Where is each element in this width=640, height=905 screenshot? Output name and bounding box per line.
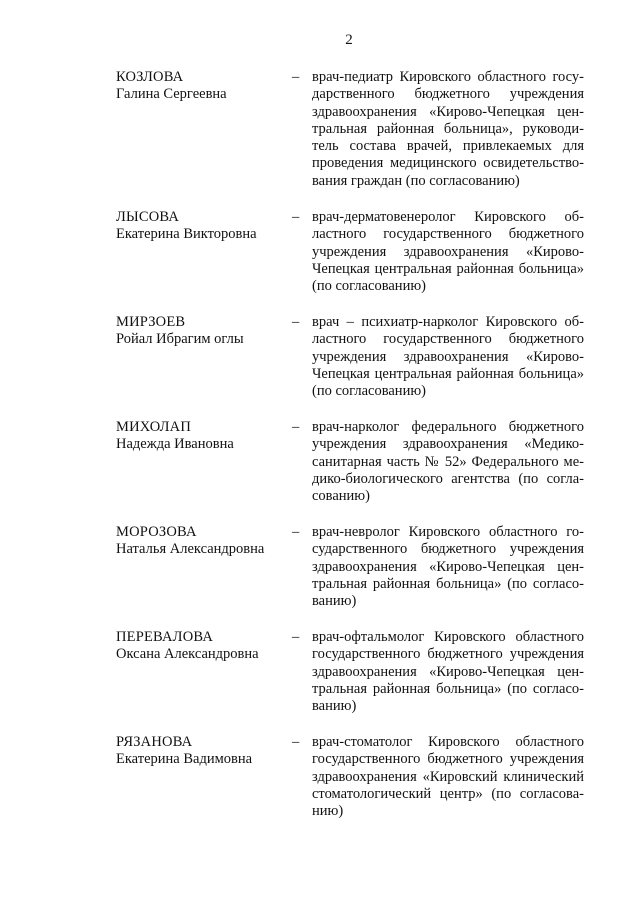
- list-item: [0, 524, 640, 629]
- person-surname: КОЗЛОВА: [116, 69, 184, 85]
- person-name: [116, 629, 286, 663]
- entry-dash: –: [292, 734, 300, 750]
- person-given-names: Наталья Александровна: [116, 541, 265, 557]
- entry-dash: –: [292, 629, 300, 645]
- person-surname: МИРЗОЕВ: [116, 314, 186, 330]
- position-description: врач-невролог Кировского областного государственного бюджетного учреждения здравоохранения «Кирово-Чепецкая центральная районная больница» (по согласованию): [312, 524, 584, 610]
- entry-dash: –: [292, 419, 300, 435]
- position-description: врач-педиатр Кировского областного государственного бюджетного учреждения здравоохранения «Кирово-Чепецкая центральная районная больница», руководитель состава врачей, привлекаемых для проведения медицинского освидетельствования граждан (по согласованию): [312, 69, 584, 189]
- person-name: [116, 524, 286, 558]
- person-given-names: Надежда Ивановна: [116, 436, 234, 452]
- list-item: [0, 629, 640, 734]
- person-surname: ПЕРЕВАЛОВА: [116, 629, 214, 645]
- person-given-names: Екатерина Вадимовна: [116, 751, 253, 767]
- person-name: [116, 69, 286, 103]
- entry-dash: –: [292, 209, 300, 225]
- person-given-names: Оксана Александровна: [116, 646, 259, 662]
- person-name: [116, 734, 286, 768]
- position-description: врач-офтальмолог Кировского областного государственного бюджетного учреждения здравоохранения «Кирово-Чепецкая центральная районная больница» (по согласованию): [312, 629, 584, 715]
- list-item: [0, 734, 640, 838]
- list-item: [0, 209, 640, 314]
- person-given-names: Ройал Ибрагим оглы: [116, 331, 244, 347]
- entry-dash: –: [292, 314, 300, 330]
- position-description: врач – психиатр-нарколог Кировского областного государственного бюджетного учреждения здравоохранения «Кирово-Чепецкая центральная районная больница» (по согласованию): [312, 314, 584, 400]
- position-description: врач-дерматовенеролог Кировского областного государственного бюджетного учреждения здравоохранения «Кирово-Чепецкая центральная районная больница» (по согласованию): [312, 209, 584, 295]
- person-name: [116, 419, 286, 453]
- person-surname: РЯЗАНОВА: [116, 734, 193, 750]
- list-item: [0, 314, 640, 419]
- person-surname: ЛЫСОВА: [116, 209, 180, 225]
- person-given-names: Екатерина Викторовна: [116, 226, 257, 242]
- position-description: врач-стоматолог Кировского областного государственного бюджетного учреждения здравоохранения «Кировский клинический стоматологический центр» (по согласованию): [312, 734, 584, 820]
- person-surname: МОРОЗОВА: [116, 524, 197, 540]
- person-name: [116, 314, 286, 348]
- person-given-names: Галина Сергеевна: [116, 86, 227, 102]
- list-item: [0, 69, 640, 209]
- list-item: [0, 419, 640, 524]
- page-number: 2: [345, 32, 353, 48]
- person-surname: МИХОЛАП: [116, 419, 192, 435]
- position-description: врач-нарколог федерального бюджетного учреждения здравоохранения «Медико-санитарная часть № 52» Федерального медико-биологического агентства (по согласованию): [312, 419, 584, 505]
- member-list: [0, 69, 640, 838]
- person-name: [116, 209, 286, 243]
- entry-dash: –: [292, 69, 300, 85]
- entry-dash: –: [292, 524, 300, 540]
